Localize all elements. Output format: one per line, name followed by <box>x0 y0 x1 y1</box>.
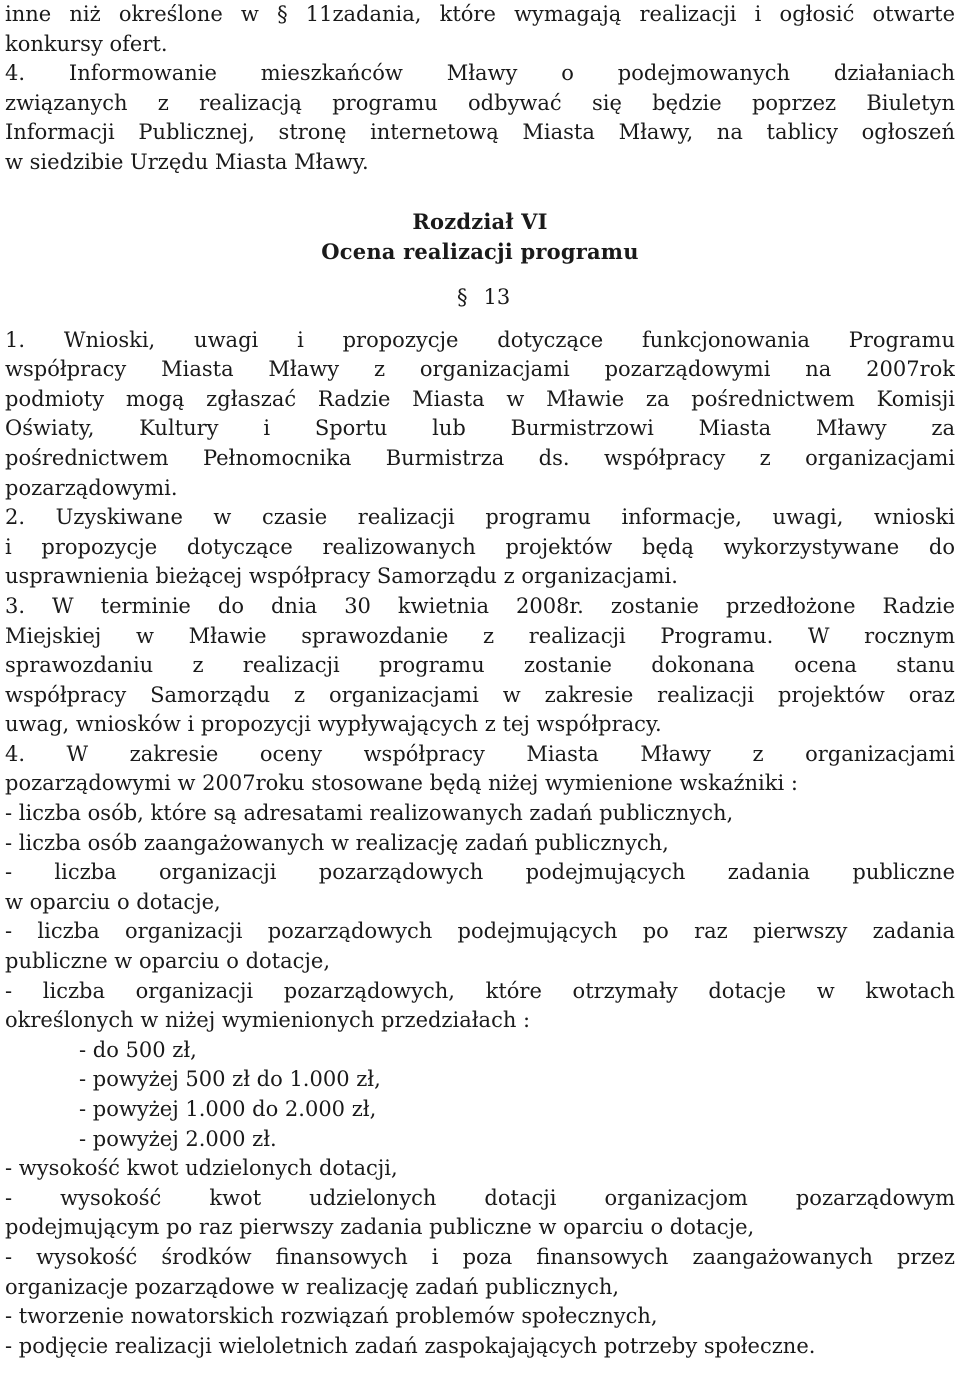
text-line: podejmującym po raz pierwszy zadania publiczne w oparciu o dotacje, <box>5 1215 755 1240</box>
text-line: współpracy Samorządu z organizacjami w zakresie realizacji projektów oraz <box>5 682 955 707</box>
text-line: 2. Uzyskiwane w czasie realizacji programu informacje, uwagi, wnioski <box>5 505 955 530</box>
list-item: - powyżej 1.000 do 2.000 zł, <box>79 1097 377 1121</box>
list-item: - tworzenie nowatorskich rozwiązań problemów społecznych, <box>5 1304 658 1329</box>
text-line: konkursy ofert. <box>5 31 168 56</box>
list-item: - do 500 zł, <box>79 1037 197 1062</box>
text-line: pozarządowymi w 2007roku stosowane będą niżej wymienione wskaźniki : <box>5 771 798 796</box>
text-line: współpracy Miasta Mławy z organizacjami pozarządowymi na 2007rok <box>5 357 955 382</box>
list-item: - powyżej 2.000 zł. <box>79 1126 277 1151</box>
section-marker <box>5 282 955 312</box>
list-item: - liczba organizacji pozarządowych podejmujących zadania publiczne <box>5 860 955 885</box>
text-line: publiczne w oparciu o dotacje, <box>5 949 331 974</box>
text-line: związanych z realizacją programu odbywać się będzie poprzez Biuletyn <box>5 90 955 115</box>
text-line: i propozycje dotyczące realizowanych projektów będą wykorzystywane do <box>5 534 955 559</box>
body-section <box>5 326 955 1362</box>
text-line: w siedzibie Urzędu Miasta Mławy. <box>5 149 369 174</box>
text-line: sprawozdaniu z realizacji programu zostanie dokonana ocena stanu <box>5 653 955 678</box>
text-line: 1. Wnioski, uwagi i propozycje dotyczące funkcjonowania Programu <box>5 327 955 352</box>
text-line: inne niż określone w § 11zadania, które wymagają realizacji i ogłosić otwarte <box>5 2 955 26</box>
text-line: w oparciu o dotacje, <box>5 889 221 914</box>
list-item: - powyżej 500 zł do 1.000 zł, <box>79 1067 381 1092</box>
chapter-subtitle: Ocena realizacji programu <box>321 238 639 264</box>
list-item: - podjęcie realizacji wieloletnich zadań zaspokajających potrzeby społeczne. <box>5 1333 816 1358</box>
spacer <box>5 178 955 207</box>
chapter-title: Rozdział VI <box>412 208 548 234</box>
section-symbol: § <box>457 284 468 309</box>
list-item: - wysokość kwot udzielonych dotacji organizacjom pozarządowym <box>5 1185 955 1210</box>
text-line: pozarządowymi. <box>5 475 178 500</box>
text-line: Oświaty, Kultury i Sportu lub Burmistrzowi Miasta Mławy za <box>5 416 955 441</box>
list-item: - liczba organizacji pozarządowych, które otrzymały dotacje w kwotach <box>5 978 955 1003</box>
spacer <box>5 312 955 326</box>
text-line: uwag, wniosków i propozycji wypływających z tej współpracy. <box>5 712 662 737</box>
text-line: 4. W zakresie oceny współpracy Miasta Mławy z organizacjami <box>5 741 955 766</box>
list-item: - wysokość środków finansowych i poza finansowych zaangażowanych przez <box>5 1244 955 1269</box>
top-section <box>5 0 955 178</box>
text-line: pośrednictwem Pełnomocnika Burmistrza ds. współpracy z organizacjami <box>5 445 955 470</box>
text-line: 3. W terminie do dnia 30 kwietnia 2008r. zostanie przedłożone Radzie <box>5 593 955 618</box>
section-number: 13 <box>483 284 511 309</box>
text-line: 4. Informowanie mieszkańców Mławy o podejmowanych działaniach <box>5 61 955 86</box>
list-item: - wysokość kwot udzielonych dotacji, <box>5 1156 398 1181</box>
spacer <box>5 267 955 282</box>
document-page <box>5 0 955 1361</box>
list-item: - liczba organizacji pozarządowych podejmujących po raz pierwszy zadania <box>5 919 955 944</box>
text-line: określonych w niżej wymienionych przedziałach : <box>5 1008 531 1033</box>
list-item: - liczba osób zaangażowanych w realizację zadań publicznych, <box>5 830 669 855</box>
text-line: Miejskiej w Mławie sprawozdanie z realizacji Programu. W rocznym <box>5 623 955 648</box>
text-line: podmioty mogą zgłaszać Radzie Miasta w Mławie za pośrednictwem Komisji <box>5 386 955 411</box>
text-line: organizacje pozarządowe w realizację zadań publicznych, <box>5 1274 620 1299</box>
text-line: usprawnienia bieżącej współpracy Samorządu z organizacjami. <box>5 564 678 589</box>
list-item: - liczba osób, które są adresatami realizowanych zadań publicznych, <box>5 801 734 826</box>
text-line: Informacji Publicznej, stronę internetową Miasta Mławy, na tablicy ogłoszeń <box>5 120 955 145</box>
